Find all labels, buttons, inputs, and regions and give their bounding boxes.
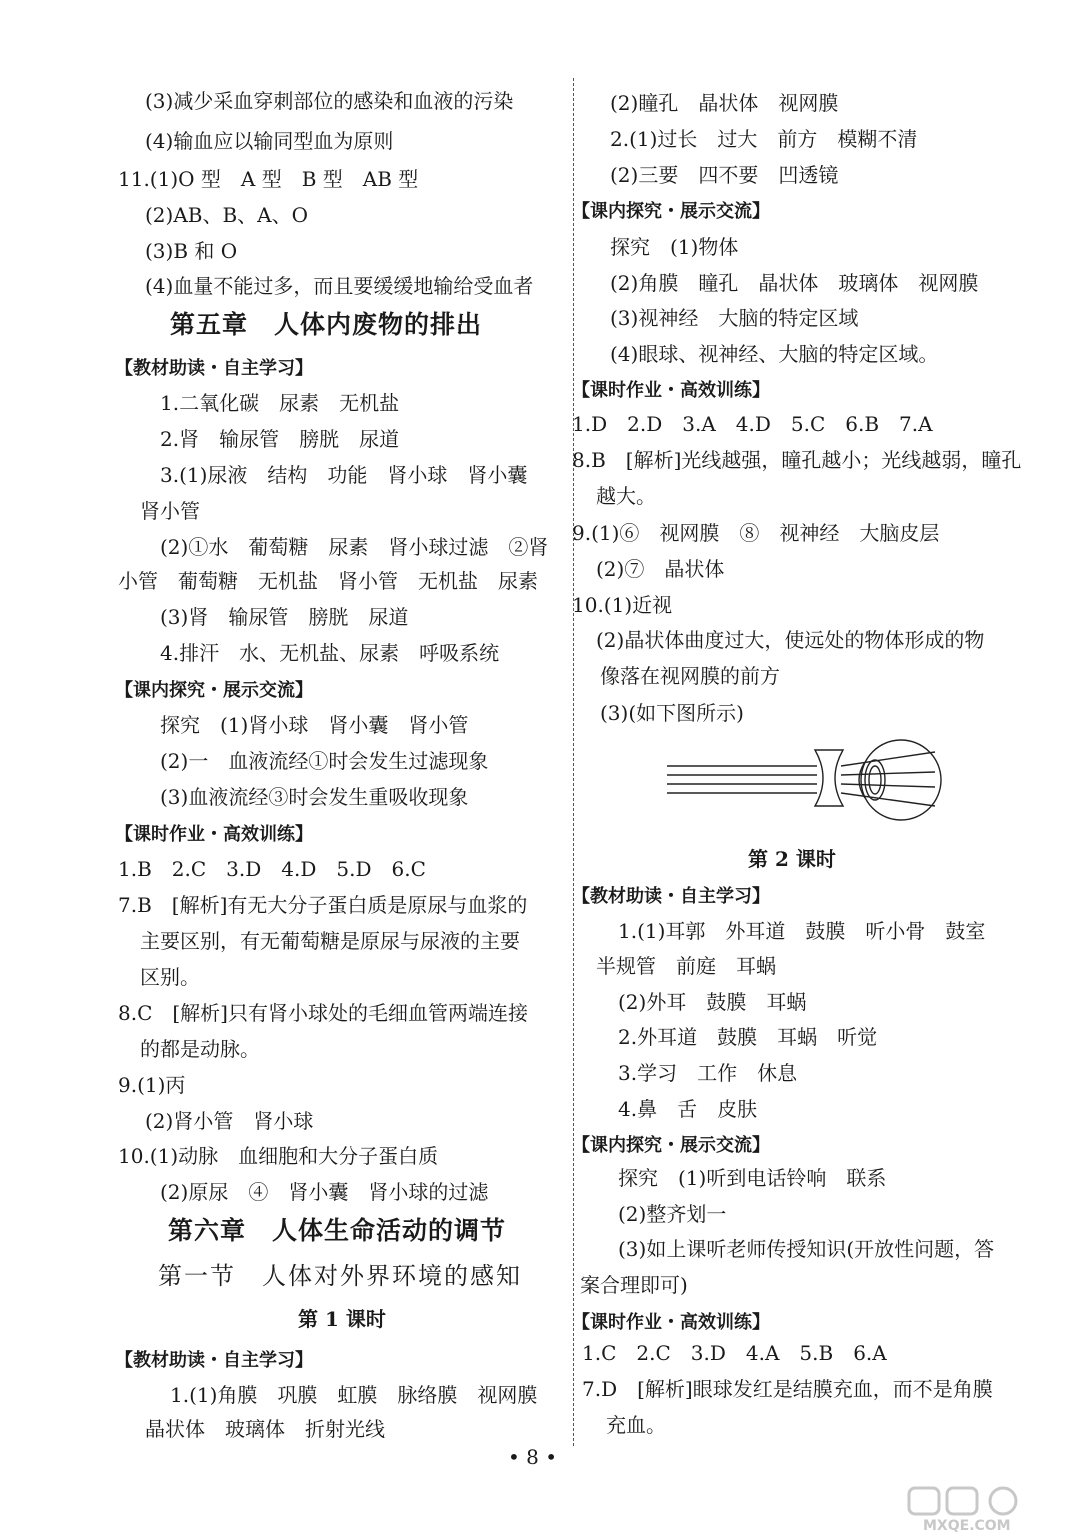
text-line: 3.(1)尿液 结构 功能 肾小球 肾小囊 [160, 463, 528, 487]
section-header: 【教材助读・自主学习】 [115, 358, 313, 379]
text-line: 1.(1)角膜 巩膜 虹膜 脉络膜 视网膜 [170, 1383, 538, 1407]
section-header: 【课时作业・高效训练】 [115, 824, 313, 845]
text-line: 晶状体 玻璃体 折射光线 [145, 1417, 385, 1441]
text-line: (2)三要 四不要 凹透镜 [610, 163, 839, 187]
text-line: (2)肾小管 肾小球 [145, 1109, 314, 1133]
text-line: (2)晶状体曲度过大，使远处的物体形成的物 [596, 628, 985, 652]
section-header: 【课时作业・高效训练】 [572, 380, 770, 401]
text-line: 的都是动脉。 [140, 1037, 260, 1061]
text-line: 像落在视网膜的前方 [600, 664, 780, 688]
text-line: (4)输血应以输同型血为原则 [145, 129, 394, 153]
text-line: 1.B 2.C 3.D 4.D 5.D 6.C [118, 857, 426, 881]
text-line: 9.(1)丙 [118, 1073, 186, 1097]
text-line: 探究 (1)听到电话铃响 联系 [618, 1166, 887, 1190]
watermark-url: MXQE.COM [923, 1518, 1011, 1534]
text-line: (3)视神经 大脑的特定区域 [610, 306, 859, 330]
chapter-title: 第五章 人体内废物的排出 [170, 310, 483, 339]
section-title: 第一节 人体对外界环境的感知 [158, 1262, 522, 1290]
text-line: 半规管 前庭 耳蜗 [596, 954, 776, 978]
text-line: (2)外耳 鼓膜 耳蜗 [618, 990, 807, 1014]
column-divider [573, 78, 574, 1446]
text-line: (4)眼球、视神经、大脑的特定区域。 [610, 342, 939, 366]
text-line: 1.二氧化碳 尿素 无机盐 [160, 391, 400, 415]
text-line: (2)⑦ 晶状体 [596, 557, 725, 581]
text-line: 1.(1)耳郭 外耳道 鼓膜 听小骨 鼓室 [618, 919, 986, 943]
lesson-title: 第 1 课时 [298, 1307, 386, 1331]
text-line: 1.C 2.C 3.D 4.A 5.B 6.A [582, 1341, 887, 1365]
text-line: 2.外耳道 鼓膜 耳蜗 听觉 [618, 1025, 878, 1049]
text-line: 10.(1)近视 [572, 593, 673, 617]
section-header: 【课时作业・高效训练】 [572, 1312, 770, 1333]
text-line: 区别。 [140, 965, 200, 989]
text-line: 探究 (1)肾小球 肾小囊 肾小管 [160, 713, 469, 737]
text-line: (2)原尿 ④ 肾小囊 肾小球的过滤 [160, 1180, 489, 1204]
text-line: (2)整齐划一 [618, 1202, 727, 1226]
text-line: (2)①水 葡萄糖 尿素 肾小球过滤 ②肾 [160, 535, 549, 559]
myopia-correction-diagram [665, 738, 955, 822]
text-line: 案合理即可) [580, 1273, 688, 1297]
text-line: (2)瞳孔 晶状体 视网膜 [610, 91, 839, 115]
text-line: 越大。 [596, 484, 656, 508]
text-line: 7.D [解析]眼球发红是结膜充血，而不是角膜 [582, 1377, 993, 1401]
text-line: 4.排汗 水、无机盐、尿素 呼吸系统 [160, 641, 500, 665]
text-line: 10.(1)动脉 血细胞和大分子蛋白质 [118, 1144, 439, 1168]
section-header: 【课内探究・展示交流】 [115, 680, 313, 701]
chapter-title: 第六章 人体生命活动的调节 [168, 1216, 507, 1245]
text-line: 8.C [解析]只有肾小球处的毛细血管两端连接 [118, 1001, 528, 1025]
text-line: (3)减少采血穿刺部位的感染和血液的污染 [145, 89, 514, 113]
page-number: • 8 • [508, 1445, 558, 1469]
text-line: (3)B 和 O [145, 239, 238, 263]
text-line: 2.(1)过长 过大 前方 模糊不清 [610, 127, 918, 151]
text-line: (3)肾 输尿管 膀胱 尿道 [160, 605, 409, 629]
text-line: (4)血量不能过多，而且要缓缓地输给受血者 [145, 274, 534, 298]
text-line: 11.(1)O 型 A 型 B 型 AB 型 [118, 167, 419, 191]
text-line: 1.D 2.D 3.A 4.D 5.C 6.B 7.A [572, 412, 933, 436]
section-header: 【教材助读・自主学习】 [115, 1350, 313, 1371]
text-line: 9.(1)⑥ 视网膜 ⑧ 视神经 大脑皮层 [572, 521, 940, 545]
section-header: 【课内探究・展示交流】 [572, 201, 770, 222]
text-line: 小管 葡萄糖 无机盐 肾小管 无机盐 尿素 [118, 569, 538, 593]
text-line: 2.肾 输尿管 膀胱 尿道 [160, 427, 400, 451]
text-line: 探究 (1)物体 [610, 235, 739, 259]
text-line: 4.鼻 舌 皮肤 [618, 1097, 758, 1121]
text-line: (3)(如下图所示) [600, 701, 744, 725]
text-line: (2)AB、B、A、O [145, 203, 309, 227]
text-line: 主要区别，有无葡萄糖是原尿与尿液的主要 [140, 929, 520, 953]
text-line: 肾小管 [140, 499, 200, 523]
text-line: 7.B [解析]有无大分子蛋白质是原尿与血浆的 [118, 893, 528, 917]
text-line: (3)如上课听老师传授知识(开放性问题，答 [618, 1237, 995, 1261]
text-line: (2)角膜 瞳孔 晶状体 玻璃体 视网膜 [610, 271, 979, 295]
text-line: 8.B [解析]光线越强，瞳孔越小；光线越弱，瞳孔 [572, 448, 1022, 472]
text-line: 3.学习 工作 休息 [618, 1061, 798, 1085]
text-line: 充血。 [606, 1413, 666, 1437]
lesson-title: 第 2 课时 [748, 847, 836, 871]
text-line: (3)血液流经③时会发生重吸收现象 [160, 785, 469, 809]
section-header: 【课内探究・展示交流】 [572, 1135, 770, 1156]
section-header: 【教材助读・自主学习】 [572, 886, 770, 907]
text-line: (2)一 血液流经①时会发生过滤现象 [160, 749, 489, 773]
watermark-logo [905, 1486, 1055, 1534]
